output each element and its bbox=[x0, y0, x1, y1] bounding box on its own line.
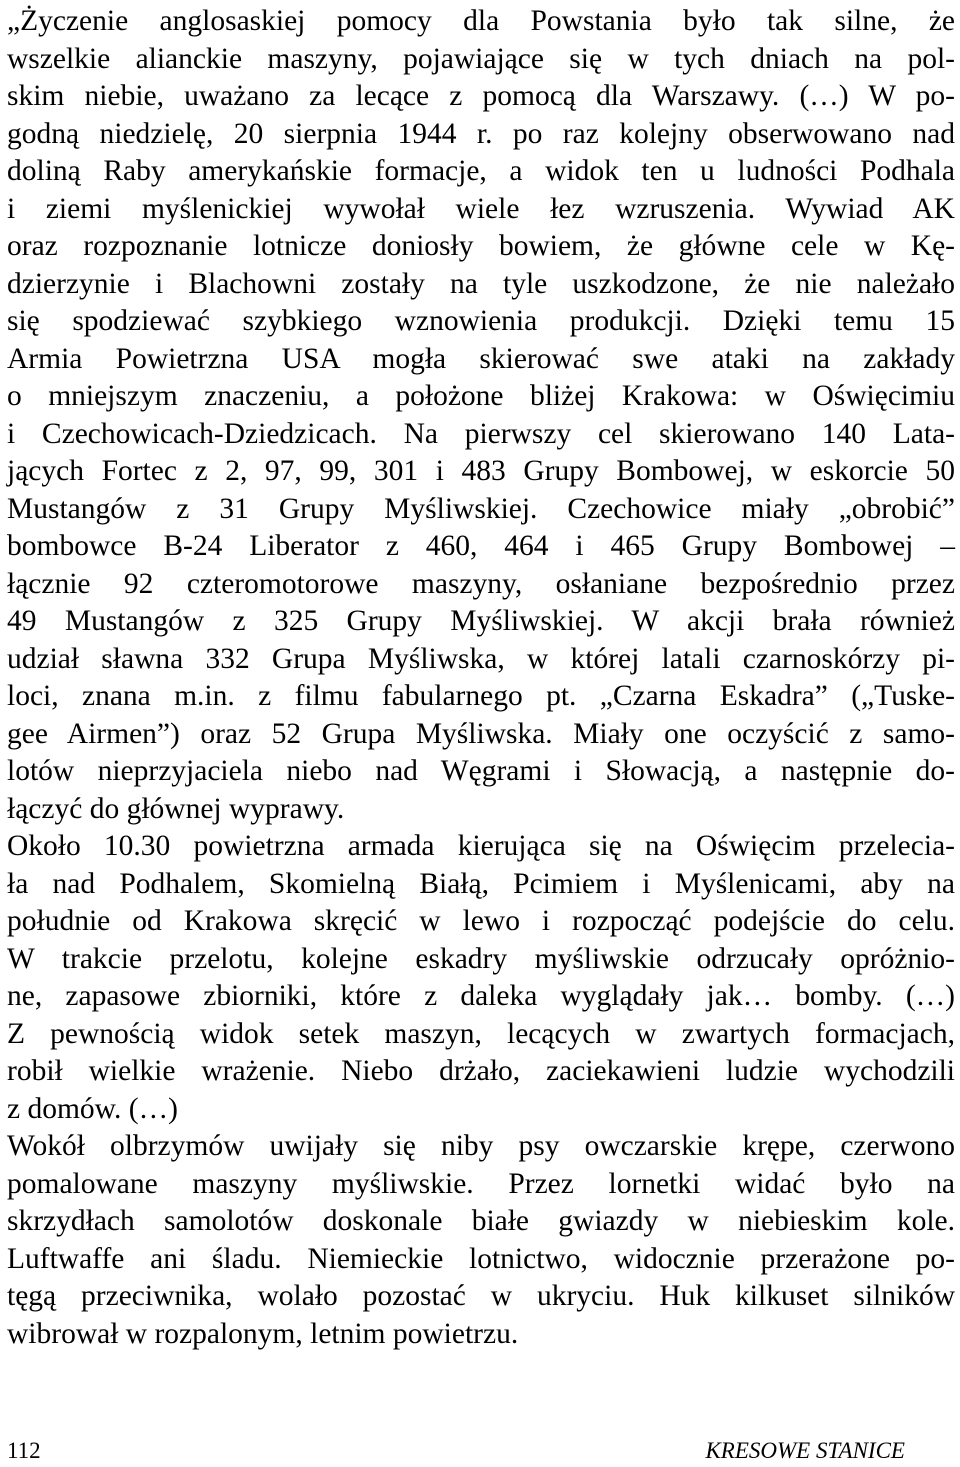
text-line: się spodziewać szybkiego wznowienia produkcji. Dzięki temu 15 bbox=[7, 305, 955, 337]
text-line: południe od Krakowa skręcić w lewo i rozpocząć podejście do celu. bbox=[7, 905, 955, 937]
text-line: tęgą przeciwnika, wolało pozostać w ukryciu. Huk kilkuset silników bbox=[7, 1280, 955, 1312]
text-line: i Czechowicach-Dziedzicach. Na pierwszy cel skierowano 140 Lata- bbox=[7, 417, 955, 450]
text-line: doliną Raby amerykańskie formacje, a widok ten u ludności Podhala bbox=[7, 155, 955, 187]
text-line: ła nad Podhalem, Skomielną Białą, Pcimiem i Myślenicami, aby na bbox=[7, 867, 955, 900]
text-line: pomalowane maszyny myśliwskie. Przez lornetki widać było na bbox=[7, 1167, 955, 1200]
page-number: 112 bbox=[7, 1438, 41, 1463]
text-line: skim niebie, uważano za lecące z pomocą dla Warszawy. (…) W po- bbox=[7, 80, 955, 112]
text-line: Armia Powietrzna USA mogła skierować swe ataki na zakłady bbox=[7, 342, 955, 375]
text-line: łącznie 92 czteromotorowe maszyny, osłaniane bezpośrednio przez bbox=[7, 567, 955, 600]
text-line: udział sławna 332 Grupa Myśliwska, w której latali czarnoskórzy pi- bbox=[7, 642, 955, 675]
text-line: godną niedzielę, 20 sierpnia 1944 r. po raz kolejny obserwowano nad bbox=[7, 117, 955, 150]
page-footer bbox=[7, 1436, 955, 1466]
text-line: gee Airmen”) oraz 52 Grupa Myśliwska. Miały one oczyścić z samo- bbox=[7, 717, 955, 750]
text-line: łączyć do głównej wyprawy. bbox=[7, 792, 345, 825]
text-line: o mniejszym znaczeniu, a położone bliżej Krakowa: w Oświęcimiu bbox=[7, 380, 955, 412]
text-line: bombowce B-24 Liberator z 460, 464 i 465 Grupy Bombowej – bbox=[7, 530, 955, 562]
text-line: Luftwaffe ani śladu. Niemieckie lotnictwo, widocznie przerażone po- bbox=[7, 1242, 955, 1275]
text-line: lotów nieprzyjaciela niebo nad Węgrami i Słowacją, a następnie do- bbox=[7, 755, 955, 787]
text-line: W trakcie przelotu, kolejne eskadry myśliwskie odrzucały opróżnio- bbox=[7, 942, 955, 975]
text-line: „Życzenie anglosaskiej pomocy dla Powstania było tak silne, że bbox=[7, 5, 955, 37]
text-line: i ziemi myślenickiej wywołał wiele łez wzruszenia. Wywiad AK bbox=[7, 192, 955, 225]
text-line: Z pewnością widok setek maszyn, lecących w zwartych formacjach, bbox=[7, 1017, 955, 1050]
text-line: oraz rozpoznanie lotnicze doniosły bowiem, że główne cele w Kę- bbox=[7, 230, 955, 262]
text-line: ne, zapasowe zbiorniki, które z daleka wyglądały jak… bomby. (…) bbox=[7, 980, 955, 1012]
text-line: wibrował w rozpalonym, letnim powietrzu. bbox=[7, 1317, 519, 1350]
text-line: jących Fortec z 2, 97, 99, 301 i 483 Grupy Bombowej, w eskorcie 50 bbox=[7, 455, 955, 487]
running-title: KRESOWE STANICE bbox=[705, 1438, 905, 1463]
text-line: 49 Mustangów z 325 Grupy Myśliwskiej. W akcji brała również bbox=[7, 605, 955, 637]
text-line: loci, znana m.in. z filmu fabularnego pt. „Czarna Eskadra” („Tuske- bbox=[7, 680, 955, 712]
text-line: robił wielkie wrażenie. Niebo drżało, zaciekawieni ludzie wychodzili bbox=[7, 1055, 955, 1087]
text-line: Około 10.30 powietrzna armada kierująca się na Oświęcim przelecia- bbox=[7, 830, 955, 862]
text-line: wszelkie alianckie maszyny, pojawiające się w tych dniach na pol- bbox=[7, 42, 955, 75]
text-line: skrzydłach samolotów doskonale białe gwiazdy w niebieskim kole. bbox=[7, 1205, 955, 1237]
text-line: dzierzynie i Blachowni zostały na tyle uszkodzone, że nie należało bbox=[7, 267, 955, 300]
text-line: Mustangów z 31 Grupy Myśliwskiej. Czechowice miały „obrobić” bbox=[7, 492, 955, 525]
text-line: z domów. (…) bbox=[7, 1092, 178, 1125]
body-text bbox=[7, 3, 955, 1353]
text-line: Wokół olbrzymów uwijały się niby psy owczarskie krępe, czerwono bbox=[7, 1130, 955, 1162]
